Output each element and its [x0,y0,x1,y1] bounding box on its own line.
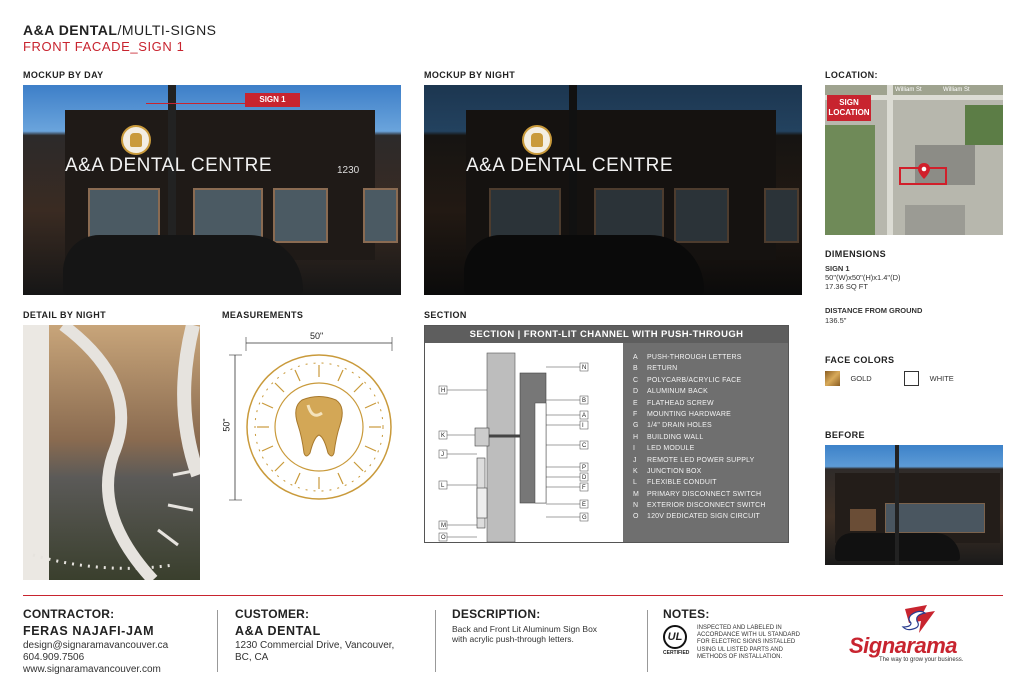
footer-separator [647,610,648,672]
legend-item: F MOUNTING HARDWARE [633,410,732,418]
customer-heading: CUSTOMER: [235,607,310,621]
storefront-sign-text: A&A DENTAL CENTRE [466,155,673,176]
customer-name: A&A DENTAL [235,624,321,638]
legend-item: B RETURN [633,365,678,373]
svg-text:M: M [441,523,446,529]
svg-text:G: G [582,515,587,521]
face-colors-row [825,370,1005,386]
street-label: William St [895,87,922,93]
before-image [825,445,1003,565]
mockup-night-label: MOCKUP BY NIGHT [424,70,516,80]
svg-text:A: A [582,413,587,419]
description-line1: Back and Front Lit Aluminum Sign Box [452,624,598,634]
face-colors-heading: FACE COLORS [825,355,895,365]
legend-item: E FLATHEAD SCREW [633,399,714,407]
contractor-email[interactable]: design@signaramavancouver.ca [23,640,169,651]
section-drawing [425,343,623,542]
color-name: WHITE [929,374,954,384]
signarama-logo-icon [895,603,945,637]
svg-text:P: P [582,465,587,471]
measurements-drawing [222,325,402,575]
section-diagram [424,325,789,543]
before-label: BEFORE [825,430,865,440]
mockup-night-image [424,85,802,295]
brand-tagline: The way to grow your business. [879,657,964,663]
color-name: GOLD [850,374,872,384]
dimensions-area: 17.36 SQ FT [825,282,868,291]
legend-item: A PUSH-THROUGH LETTERS [633,354,742,361]
street-label: William St [943,87,970,93]
legend-item: J REMOTE LED POWER SUPPLY [633,456,755,464]
description-heading: DESCRIPTION: [452,607,541,621]
section-legend [623,343,788,542]
height-measure: 50" [221,418,232,432]
legend-item: C POLYCARB/ACRYLIC FACE [633,376,742,384]
tooth-logo-icon [121,125,151,155]
customer-block [235,607,430,664]
sign-location-tag: SIGN LOCATION [827,95,871,121]
location-map [825,85,1003,235]
section-label: SECTION [424,310,467,320]
svg-text:D: D [582,475,587,481]
customer-address-line1: 1230 Commercial Drive, Vancouver, [235,640,395,651]
contractor-heading: CONTRACTOR: [23,607,115,621]
svg-text:J: J [441,452,444,458]
svg-text:K: K [441,433,446,439]
contractor-name: FERAS NAJAFI-JAM [23,624,155,638]
section-title: SECTION | FRONT-LIT CHANNEL WITH PUSH-THROUGH [425,326,788,343]
dimensions-heading: DIMENSIONS [825,249,887,259]
detail-night-image [23,325,200,580]
svg-text:E: E [582,502,587,508]
svg-text:C: C [582,443,587,449]
contractor-website[interactable]: www.signaramavancouver.com [23,664,161,675]
legend-item: N EXTERIOR DISCONNECT SWITCH [633,502,766,510]
location-label: LOCATION: [825,70,878,80]
contractor-phone[interactable]: 604.909.7506 [23,652,85,663]
gold-swatch [825,371,840,386]
sign-tag: SIGN 1 [245,93,300,107]
mockup-day-image [23,85,401,295]
measurements-label: MEASUREMENTS [222,310,304,320]
dimensions-size: 50"(W)x50"(H)x1.4"(D) [825,273,901,282]
distance-value: 136.5" [825,316,847,325]
svg-text:O: O [441,535,446,541]
width-measure: 50" [310,331,324,341]
notes-heading: NOTES: [663,607,710,621]
signarama-logo [845,603,995,668]
legend-item: D ALUMINUM BACK [633,388,708,396]
legend-item: G 1/4" DRAIN HOLES [633,422,712,430]
contractor-block [23,607,213,676]
ul-certified-icon: UL CERTIFIED [663,625,691,665]
footer-divider [23,595,1003,596]
legend-item: I LED MODULE [633,445,695,453]
svg-text:H: H [441,388,446,394]
svg-text:I: I [582,423,584,429]
customer-address-line2: BC, CA [235,652,269,663]
dimensions-sign: SIGN 1 [825,264,850,273]
legend-item: M PRIMARY DISCONNECT SWITCH [633,490,762,498]
address-number: 1230 [337,165,360,176]
svg-text:N: N [582,365,587,371]
mockup-day-label: MOCKUP BY DAY [23,70,104,80]
description-block [452,607,647,644]
tooth-logo-icon [522,125,552,155]
svg-text:B: B [582,398,587,404]
legend-item: H BUILDING WALL [633,433,704,441]
legend-item: O 120V DEDICATED SIGN CIRCUIT [633,513,761,521]
page-title: A&A DENTAL/MULTI-SIGNS [23,22,217,38]
map-pin-icon [918,163,930,179]
legend-item: K JUNCTION BOX [633,467,702,475]
page-subtitle: FRONT FACADE_SIGN 1 [23,39,185,54]
tooth-outline-detail [23,325,200,580]
white-swatch [904,371,919,386]
distance-heading: DISTANCE FROM GROUND [825,306,923,315]
notes-text: INSPECTED AND LABELED IN ACCORDANCE WITH UL STANDARD FOR ELECTRIC SIGNS INSTALLED USING UL LISTED PARTS AND METHODS OF INSTALLATION. [697,625,801,660]
storefront-sign-text: A&A DENTAL CENTRE [65,155,272,176]
footer-separator [435,610,436,672]
legend-item: L FLEXIBLE CONDUIT [633,479,717,487]
svg-text:L: L [441,483,445,489]
notes-block [663,607,823,667]
detail-night-label: DETAIL BY NIGHT [23,310,107,320]
brand-name: Signarama [849,633,957,658]
footer-separator [217,610,218,672]
svg-text:F: F [582,485,586,491]
description-line2: with acrylic push-through letters. [452,634,574,644]
